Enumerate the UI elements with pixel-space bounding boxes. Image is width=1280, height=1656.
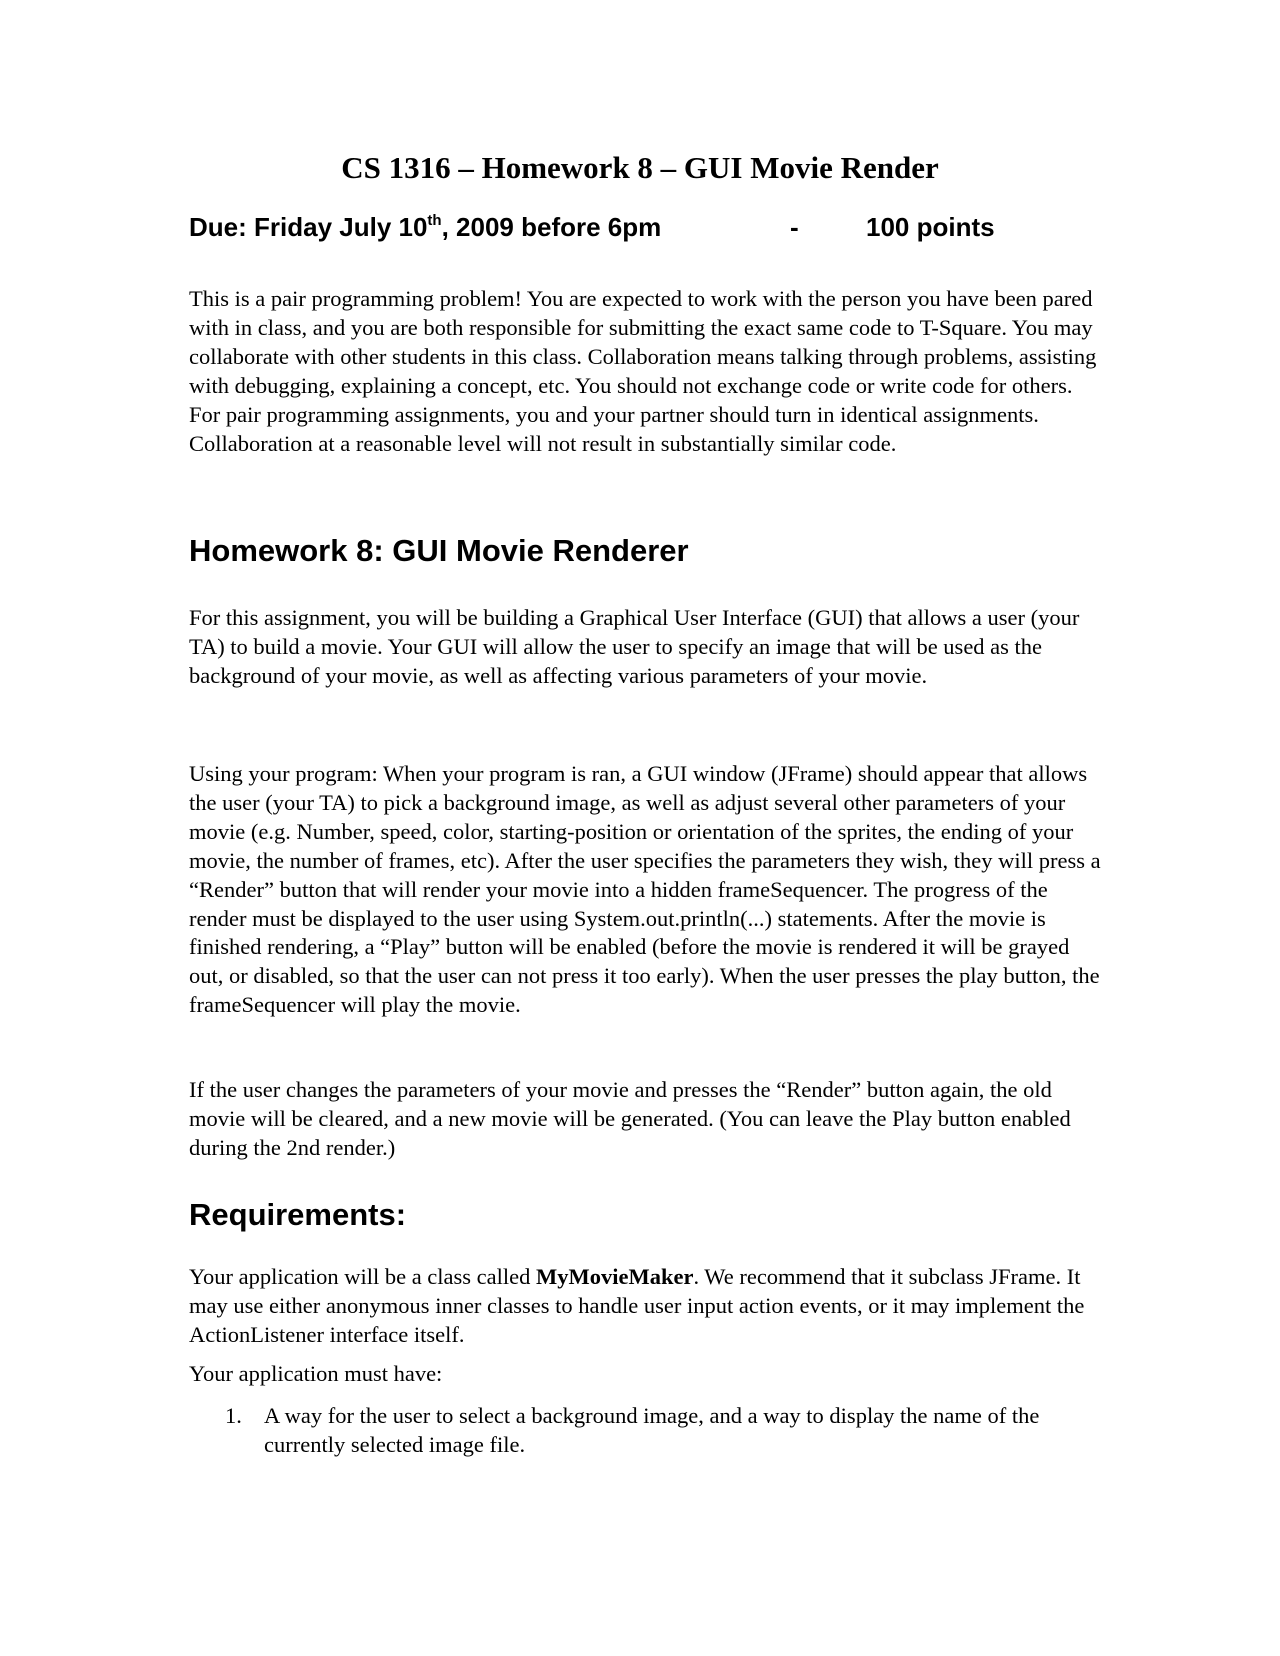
- req-text-after: . We recommend that it subclass JFrame. It may use either anonymous inner classes to handle user input action events, or it may implement the ActionListener interface itself.: [189, 1264, 1085, 1347]
- list-item-text: A way for the user to select a background image, and a way to display the name of the currently selected image file.: [264, 1403, 1040, 1457]
- due-date: [189, 212, 661, 242]
- paragraph-overview: For this assignment, you will be building a Graphical User Interface (GUI) that allows a user (your TA) to build a movie. Your GUI will allow the user to specify an image that will be used as the background of your movie, as well as affecting various parameters of your movie.: [189, 605, 1080, 688]
- paragraph-must-have: Your application must have:: [189, 1361, 443, 1386]
- paragraph-requirements: [189, 1263, 1109, 1350]
- points-value: 100 points: [866, 212, 995, 242]
- list-item-number: 1.: [225, 1403, 242, 1428]
- due-line: [189, 210, 1089, 244]
- paragraph-rerender: If the user changes the parameters of your movie and presses the “Render” button again, the old movie will be cleared, and a new movie will be generated. (You can leave the Play button enabled during the 2nd render.): [189, 1077, 1071, 1160]
- due-separator: -: [790, 212, 799, 242]
- req-text-before: Your application will be a class called: [189, 1264, 537, 1289]
- intro-paragraph: This is a pair programming problem! You are expected to work with the person you have been pared with in class, and you are both responsible for submitting the exact same code to T-Square. You may collaborate with other students in this class. Collaboration means talking through problems, assisting with debugging, explaining a concept, etc. You should not exchange code or write code for others. For pair programming assignments, you and your partner should turn in identical assignments. Collaboration at a reasonable level will not result in substantially similar code.: [189, 286, 1097, 456]
- due-date-suffix: , 2009 before 6pm: [441, 212, 662, 242]
- section-heading-requirements: Requirements:: [189, 1197, 407, 1232]
- due-date-text: Due: Friday July 10: [189, 212, 428, 242]
- page-title: CS 1316 – Homework 8 – GUI Movie Render: [341, 150, 939, 185]
- class-name: MyMovieMaker: [536, 1264, 694, 1289]
- due-date-superscript: th: [427, 212, 442, 230]
- paragraph-usage: Using your program: When your program is ran, a GUI window (JFrame) should appear that allows the user (your TA) to pick a background image, as well as adjust several other parameters of your movie (e.g. Number, speed, color, starting-position or orientation of the sprites, the ending of your movie, the number of frames, etc). After the user specifies the parameters they wish, they will press a “Render” button that will render your movie into a hidden frameSequencer. The progress of the render must be displayed to the user using System.out.println(...) statements. After the movie is finished rendering, a “Play” button will be enabled (before the movie is rendered it will be grayed out, or disabled, so that the user can not press it too early). When the user presses the play button, the frameSequencer will play the movie.: [189, 761, 1101, 1018]
- section-heading-renderer: Homework 8: GUI Movie Renderer: [189, 533, 689, 568]
